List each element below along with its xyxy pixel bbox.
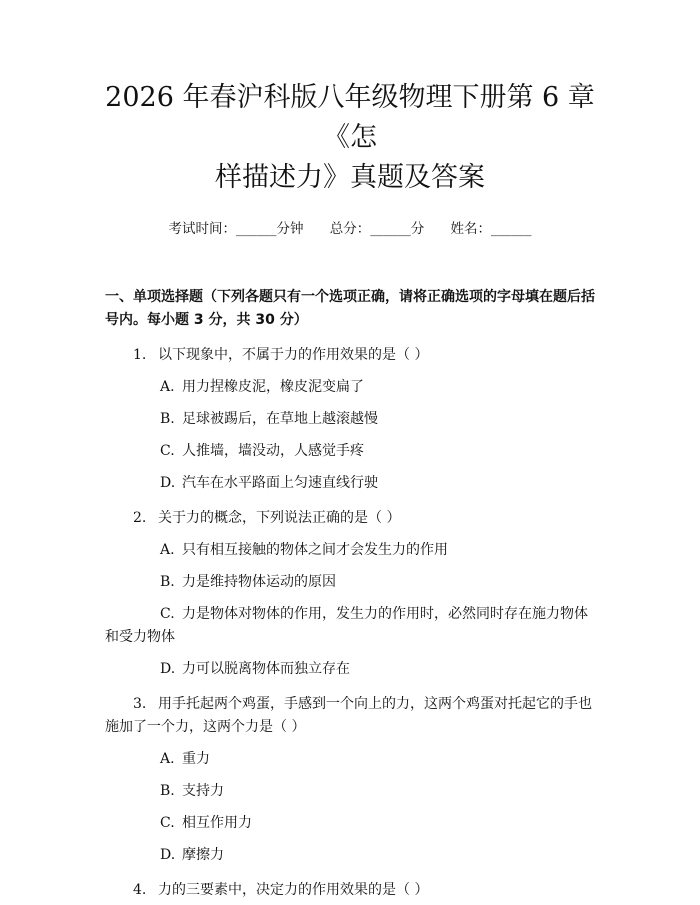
question-number: 4.: [133, 882, 147, 898]
question: [105, 693, 595, 739]
title-line-2: 样描述力》真题及答案: [215, 162, 485, 193]
question-number: 3.: [133, 696, 147, 712]
option-text: 力是物体对物体的作用，发生力的作用时，必然同时存在施力物体和受力物体: [105, 606, 588, 645]
option-letter: D.: [160, 847, 176, 863]
option-letter: B.: [160, 574, 175, 590]
question: [105, 344, 595, 367]
option-letter: B.: [160, 783, 175, 799]
time-label: 考试时间：: [168, 221, 236, 237]
option: [105, 812, 595, 835]
question-text: 关于力的概念，下列说法正确的是（ ）: [158, 510, 401, 526]
name-blank: ______: [491, 221, 532, 237]
question-number: 2.: [133, 510, 147, 526]
option-letter: C.: [160, 815, 175, 831]
option: [105, 539, 595, 562]
document-title: [105, 78, 595, 198]
option-letter: B.: [160, 411, 175, 427]
option-text: 摩擦力: [182, 847, 224, 863]
option-text: 足球被踢后，在草地上越滚越慢: [182, 411, 378, 427]
option: [105, 780, 595, 803]
option-letter: C.: [160, 443, 175, 459]
option-text: 支持力: [182, 783, 224, 799]
score-label: 总分：: [329, 221, 371, 237]
option: [105, 748, 595, 771]
option-letter: A.: [160, 379, 175, 395]
question: [105, 507, 595, 530]
option-letter: A.: [160, 751, 175, 767]
option-text: 力是维持物体运动的原因: [182, 574, 336, 590]
option-letter: D.: [160, 661, 176, 677]
title-line-1: 2026 年春沪科版八年级物理下册第 6 章《怎: [105, 82, 595, 153]
score-unit: 分: [410, 221, 425, 237]
option-text: 汽车在水平路面上匀速直线行驶: [182, 475, 378, 491]
option: [105, 571, 595, 594]
question-text: 以下现象中，不属于力的作用效果的是（ ）: [158, 347, 429, 363]
option-text: 力可以脱离物体而独立存在: [182, 661, 350, 677]
option: [105, 844, 595, 867]
question-text: 用手托起两个鸡蛋，手感到一个向上的力，这两个鸡蛋对托起它的手也施加了一个力，这两个力是（ ）: [105, 696, 592, 735]
option: [105, 408, 595, 431]
question-number: 1.: [133, 347, 147, 363]
name-label: 姓名：: [450, 221, 492, 237]
question: [105, 879, 595, 902]
question-text: 力的三要素中，决定力的作用效果的是（ ）: [158, 882, 429, 898]
option-letter: A.: [160, 542, 175, 558]
option: [105, 376, 595, 399]
time-blank: ______: [235, 221, 277, 237]
time-unit: 分钟: [276, 221, 304, 237]
exam-info: [105, 219, 595, 239]
option-text: 重力: [182, 751, 210, 767]
option-letter: D.: [160, 475, 176, 491]
option-text: 相互作用力: [182, 815, 252, 831]
option: [105, 472, 595, 495]
option: [105, 658, 595, 681]
score-blank: ______: [370, 221, 411, 237]
option-text: 只有相互接触的物体之间才会发生力的作用: [182, 542, 448, 558]
option-text: 人推墙，墙没动，人感觉手疼: [182, 443, 364, 459]
option-text: 用力捏橡皮泥，橡皮泥变扁了: [182, 379, 364, 395]
option: [105, 440, 595, 463]
section-heading: 一、单项选择题（下列各题只有一个选项正确，请将正确选项的字母填在题后括号内。每小题 3 分，共 30 分）: [105, 289, 595, 328]
option-letter: C.: [160, 606, 175, 622]
option: [105, 603, 595, 649]
